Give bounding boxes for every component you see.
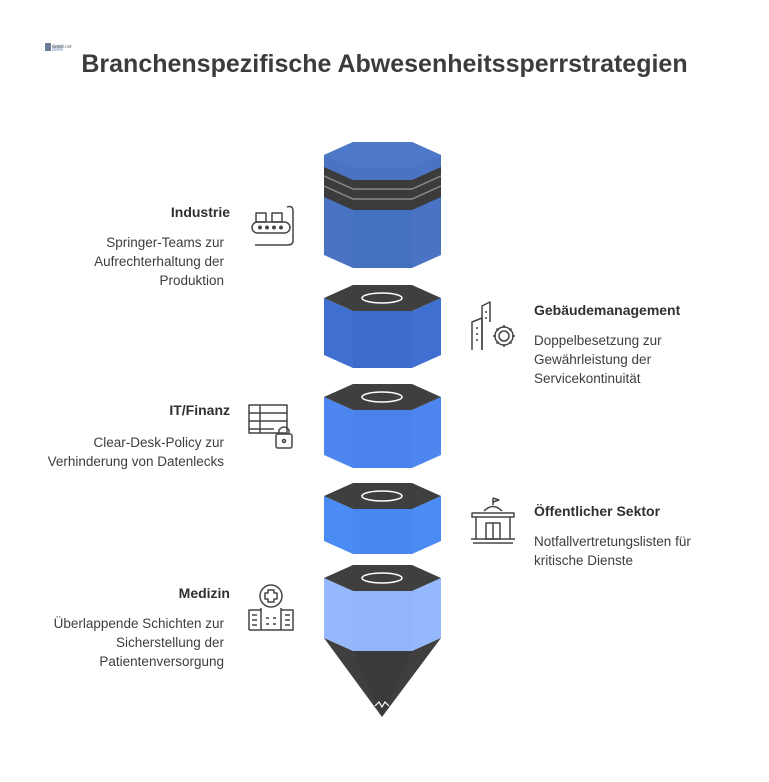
item-label-gebaeudemanagement: Gebäudemanagement bbox=[534, 302, 681, 318]
building-gear-icon bbox=[468, 300, 520, 352]
item-description-medizin: Überlappende Schichten zur Sicherstellung der Patientenversorgung bbox=[53, 616, 224, 669]
page-title: Branchenspezifische Abwesenheitssperrstrategien bbox=[81, 50, 688, 78]
item-label-industrie: Industrie bbox=[170, 204, 230, 220]
item-description-it-finanz: Clear-Desk-Policy zur Verhinderung von Datenlecks bbox=[47, 435, 224, 469]
conveyor-belt-icon bbox=[247, 201, 295, 249]
item-description-industrie: Springer-Teams zur Aufrechterhaltung der Produktion bbox=[94, 235, 224, 288]
table-lock-icon bbox=[246, 402, 296, 452]
segment-it-finanz bbox=[324, 384, 441, 468]
item-description-oeffentlicher-sektor: Notfallvertretungslisten für kritische Dienste bbox=[534, 534, 691, 568]
segment-industrie bbox=[324, 142, 441, 268]
brand-logo-text: Gmidi.net bbox=[52, 44, 72, 49]
government-building-icon bbox=[468, 495, 520, 547]
segment-oeffentlicher-sektor bbox=[324, 483, 441, 554]
item-label-medizin: Medizin bbox=[178, 585, 230, 601]
segment-medizin bbox=[324, 565, 441, 651]
item-label-it-finanz: IT/Finanz bbox=[169, 402, 230, 418]
segment-gebaeudemanagement bbox=[324, 285, 441, 368]
item-description-gebaeudemanagement: Doppelbesetzung zur Gewährleistung der Servicekontinuität bbox=[534, 333, 662, 386]
hospital-icon bbox=[246, 582, 296, 632]
item-label-oeffentlicher-sektor: Öffentlicher Sektor bbox=[534, 503, 661, 519]
